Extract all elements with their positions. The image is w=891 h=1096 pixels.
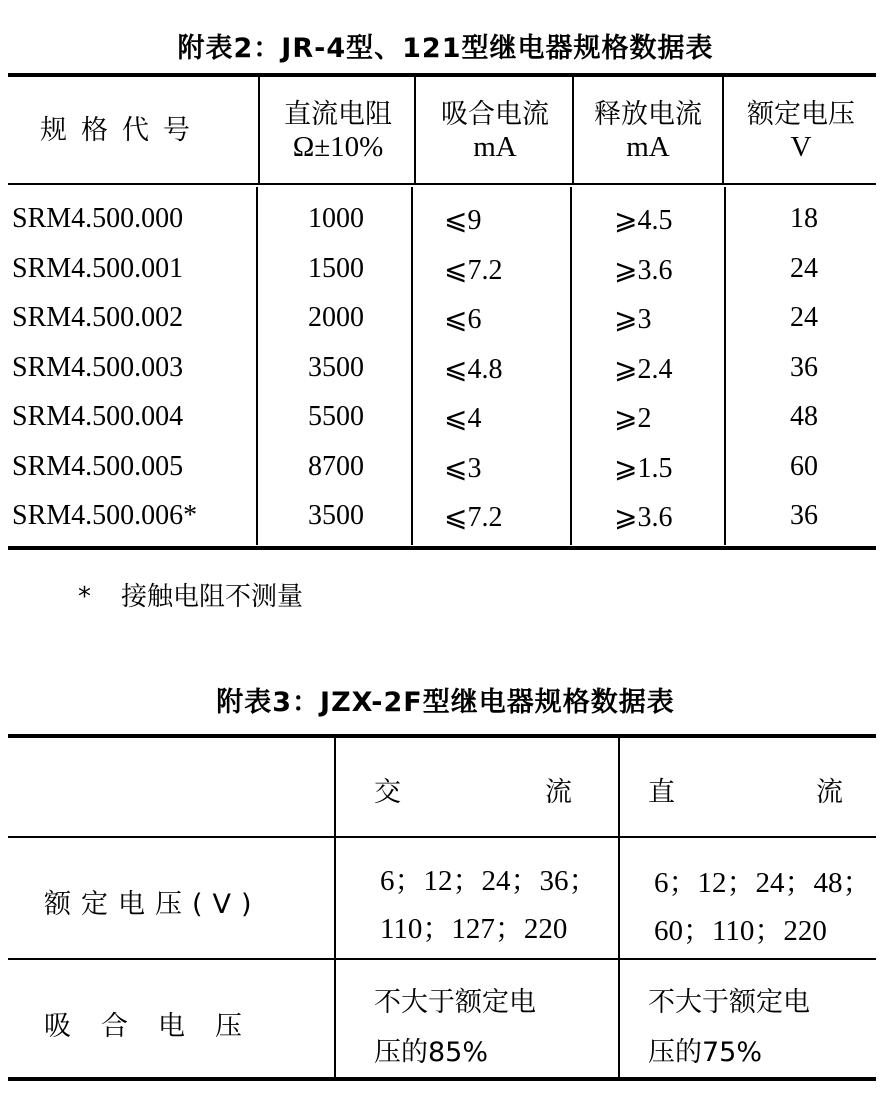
table2-bottom-rule (8, 546, 876, 550)
table2-footnote (78, 576, 303, 613)
spec-code: SRM4.500.004 (12, 401, 184, 432)
release-current: ⩾3.6 (614, 502, 673, 533)
dc-resistance: 2000 (308, 302, 364, 333)
header-release-current-label: 释放电流 (594, 99, 702, 130)
pull-in-voltage-dc-line2: 压的75% (648, 1037, 763, 1068)
table3-title: 附表3：JZX-2F型继电器规格数据表 (216, 687, 675, 718)
dc-resistance: 3500 (308, 500, 364, 531)
header-rated-voltage (726, 98, 876, 164)
table-row (0, 500, 891, 549)
dc-resistance: 1000 (308, 203, 364, 234)
rated-voltage-ac-line2: 110；127；220 (380, 913, 568, 945)
table-row (0, 352, 891, 401)
footnote-mark: * (78, 582, 91, 612)
header-rated-voltage-unit: V (790, 131, 812, 163)
table2-header-rule (8, 183, 876, 185)
row-label-pull-in-voltage: 吸合电压 (44, 1011, 272, 1042)
pull-in-current: ⩽7.2 (444, 502, 503, 533)
spec-code: SRM4.500.002 (12, 302, 184, 333)
pull-in-voltage-ac-line1: 不大于额定电 (374, 987, 536, 1018)
release-current: ⩾4.5 (614, 205, 673, 236)
rated-voltage-ac-line1: 6；12；24；36； (380, 865, 598, 897)
header-dc-char1: 直 (648, 777, 675, 808)
spec-code: SRM4.500.000 (12, 203, 184, 234)
header-dc-resistance-label: 直流电阻 (284, 99, 392, 130)
dc-resistance: 1500 (308, 253, 364, 284)
rated-voltage-dc-line2: 60；110；220 (654, 915, 827, 947)
table2-header-divider (258, 77, 260, 183)
rated-voltage: 48 (790, 401, 818, 432)
spec-code: SRM4.500.003 (12, 352, 184, 383)
row-label-rated-voltage: 额定电压(V) (44, 889, 262, 920)
dc-resistance: 3500 (308, 352, 364, 383)
spec-code: SRM4.500.006* (12, 500, 198, 531)
release-current: ⩾1.5 (614, 453, 673, 484)
pull-in-current: ⩽3 (444, 453, 482, 484)
release-current: ⩾2 (614, 403, 652, 434)
table-row (0, 203, 891, 252)
dc-resistance: 8700 (308, 451, 364, 482)
table2-header-divider (722, 77, 724, 183)
header-dc-resistance (262, 98, 414, 164)
release-current: ⩾3 (614, 304, 652, 335)
header-pull-in-current-unit: mA (473, 131, 517, 163)
rated-voltage-dc-line1: 6；12；24；48； (654, 867, 872, 899)
table-row (0, 253, 891, 302)
table-row (0, 302, 891, 351)
header-pull-in-current-label: 吸合电流 (441, 99, 549, 130)
table2-header-divider (414, 77, 416, 183)
pull-in-current: ⩽9 (444, 205, 482, 236)
header-dc-char2: 流 (816, 777, 843, 808)
rated-voltage: 36 (790, 352, 818, 383)
dc-resistance: 5500 (308, 401, 364, 432)
rated-voltage: 60 (790, 451, 818, 482)
table2-top-rule (8, 73, 876, 77)
footnote-text: 接触电阻不测量 (121, 582, 304, 612)
pull-in-voltage-ac-line2: 压的85% (374, 1037, 489, 1068)
rated-voltage: 36 (790, 500, 818, 531)
table3-top-rule (8, 734, 876, 738)
header-spec-code: 规格代号 (40, 115, 204, 146)
table3-row-rule (8, 958, 876, 960)
table3-divider (334, 738, 336, 1078)
pull-in-current: ⩽4 (444, 403, 482, 434)
header-release-current (574, 98, 722, 164)
spec-code: SRM4.500.001 (12, 253, 184, 284)
rated-voltage: 18 (790, 203, 818, 234)
pull-in-current: ⩽4.8 (444, 354, 503, 385)
table3-header-rule (8, 836, 876, 838)
pull-in-voltage-dc-line1: 不大于额定电 (648, 987, 810, 1018)
rated-voltage: 24 (790, 302, 818, 333)
header-ac-char2: 流 (545, 777, 572, 808)
header-release-current-unit: mA (626, 131, 670, 163)
rated-voltage: 24 (790, 253, 818, 284)
header-ac-char1: 交 (374, 777, 401, 808)
table-row (0, 401, 891, 450)
table3-bottom-rule (8, 1077, 876, 1081)
release-current: ⩾2.4 (614, 354, 673, 385)
header-dc-resistance-unit: Ω±10% (292, 131, 384, 163)
release-current: ⩾3.6 (614, 255, 673, 286)
pull-in-current: ⩽6 (444, 304, 482, 335)
table-row (0, 451, 891, 500)
header-rated-voltage-label: 额定电压 (747, 99, 855, 130)
spec-code: SRM4.500.005 (12, 451, 184, 482)
table3-divider (618, 738, 620, 1078)
pull-in-current: ⩽7.2 (444, 255, 503, 286)
header-pull-in-current (418, 98, 572, 164)
table2-title: 附表2：JR-4型、121型继电器规格数据表 (177, 33, 714, 64)
